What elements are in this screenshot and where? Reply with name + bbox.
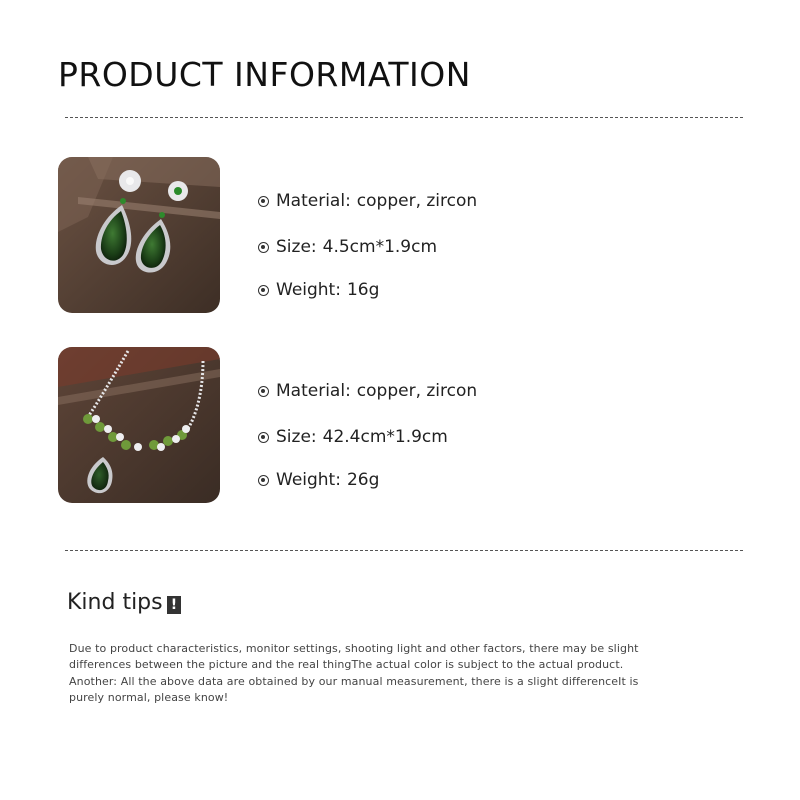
bullet-icon — [258, 386, 269, 397]
kind-tips-text — [69, 641, 669, 706]
spec-weight: Weight: 16g — [258, 280, 379, 300]
exclamation-icon: ! — [167, 596, 181, 614]
product-earrings — [58, 157, 758, 313]
bullet-icon — [258, 432, 269, 443]
bullet-icon — [258, 242, 269, 253]
tips-line: differences between the picture and the real thingThe actual color is subject to the actual product. — [69, 658, 624, 672]
tips-line: Another: All the above data are obtained by our manual measurement, there is a slight differenceIt is — [69, 674, 639, 688]
spec-size: Size: 42.4cm*1.9cm — [258, 427, 448, 447]
bullet-icon — [258, 196, 269, 207]
spec-size: Size: 4.5cm*1.9cm — [258, 237, 437, 257]
spec-material: Material: copper, zircon — [258, 191, 477, 211]
bottom-divider — [65, 550, 743, 551]
earrings-image — [58, 157, 220, 313]
spec-material: Material: copper, zircon — [258, 381, 477, 401]
tips-line: purely normal, please know! — [69, 690, 229, 704]
tips-line: Due to product characteristics, monitor settings, shooting light and other factors, there may be slight — [69, 642, 639, 655]
bullet-icon — [258, 475, 269, 486]
necklace-image — [58, 347, 220, 503]
spec-weight: Weight: 26g — [258, 470, 379, 490]
page-title: PRODUCT INFORMATION — [58, 55, 471, 94]
product-necklace — [58, 347, 758, 503]
top-divider — [65, 117, 743, 118]
kind-tips-title: Kind tips — [67, 590, 163, 615]
bullet-icon — [258, 285, 269, 296]
